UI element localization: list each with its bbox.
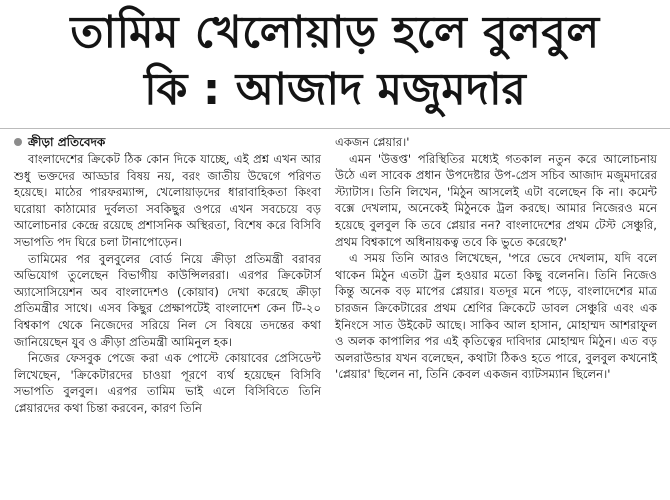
bullet-icon: [14, 138, 22, 146]
article-paragraph: বাংলাদেশের ক্রিকেট ঠিক কোন দিকে যাচ্ছে, এই প্রশ্ন এখন আর শুধু ভক্তদের আড্ডার বিষয় নয়, বরং জাতীয় উদ্বেগে পরিণত হয়েছে। মাঠের পারফরম্যান্স, খেলোয়াড়দের ধারাবাহিকতা কিংবা ঘরোয়া কাঠামোর দুর্বলতা সবকিছুর ওপরে এখন সবচেয়ে বড় আলোচনার কেন্দ্রে রয়েছে প্রশাসনিক অস্থিরতা, বিশেষ করে বিসিবি সভাপতি পদ ঘিরে চলা টানাপোড়েন।: [14, 152, 321, 249]
headline-divider: [0, 128, 670, 129]
headline-line-1: তামিম খেলোয়াড় হলে বুলবুল: [70, 7, 600, 58]
article-paragraph: এ সময় তিনি আরও লিখেছেন, 'পরে ভেবে দেখলাম, যদি বলে থাকেন মিঠুন এতটা ট্রল হওয়ার মতো কিছু বলেননি। তিনি নিজেও কিন্তু অনেক বড় মাপের প্লেয়ার। যতদূর মনে পড়ে, বাংলাদেশের মাত্র চারজন ক্রিকেটারের প্রথম শ্রেণির ক্রিকেটে ডাবল সেঞ্চুরি এবং এক ইনিংসে সাত উইকেট আছে। সাকিব আল হাসান, মোহাম্মদ আশরাফুল ও অলক কাপালির পর এই কৃতিত্বের দাবিদার মোহাম্মদ মিঠুন। এত বড় অলরাউন্ডার যখন বলেছেন, কথাটা ঠিকও হতে পারে, বুলবুল কখনোই 'প্লেয়ার' ছিলেন না, তিনি কেবল একজন ব্যাটসম্যান ছিলেন।': [335, 251, 657, 382]
headline: [0, 4, 670, 118]
article-paragraph: একজন প্লেয়ার।': [335, 135, 410, 149]
article-paragraph: তামিমের পর বুলবুলের বোর্ড নিয়ে ক্রীড়া প্রতিমন্ত্রী বরাবর অভিযোগ তুলেছেন বিভাগীয় কাউন্সিলররা। এরপর ক্রিকেটার্স অ্যাসোসিয়েশন অব বাংলাদেশও (কোয়াব) দেখা করেছে ক্রীড়া প্রতিমন্ত্রীর সাথে। এসব কিছুর প্রেক্ষাপটেই বাংলাদেশ কেন টি-২০ বিশ্বকাপ থেকে নিজেদের সরিয়ে নিল সে বিষয়ে তদন্তের কথা জানিয়েছেন যুব ও ক্রীড়া প্রতিমন্ত্রী আমিনুল হক।: [14, 251, 321, 349]
article-paragraph: এমন 'উত্তপ্ত' পরিস্থিতির মধ্যেই গতকাল নতুন করে আলোচনায় উঠে এল সাবেক প্রধান উপদেষ্টার উপ-প্রেস সচিব আজাদ মজুমদারের স্ট্যাটাস। তিনি লিখেন, 'মিঠুন আসলেই এটা বলেছেন কি না। কমেন্ট বক্সে দেখলাম, অনেকেই মিঠুনকে ট্রল করছে। আমার নিজেরও মনে হয়েছে বুলবুল কি তবে প্লেয়ার নন? বাংলাদেশের প্রথম টেস্ট সেঞ্চুরি, প্রথম বিশ্বকাপে অধিনায়কত্ব তবে কি ভুতে করেছে?': [335, 151, 657, 249]
byline: [14, 134, 321, 150]
article-paragraph: নিজের ফেসবুক পেজে করা এক পোস্টে কোয়াবের প্রেসিডেন্ট লিখেছেন, 'ক্রিকেটারদের চাওয়া পূরণে ব্যর্থ হয়েছেন বিসিবি সভাপতি বুলবুল। এরপর তামিম ভাই এলে বিসিবিতে তিনি প্লেয়ারদের কথা চিন্তা করবেন, কারণ তিনি: [14, 351, 321, 415]
byline-text: ক্রীড়া প্রতিবেদক: [28, 135, 106, 149]
article-column-left: [14, 134, 321, 417]
headline-line-2: কি : আজাদ মজুমদার: [144, 64, 526, 115]
article-column-right: [335, 134, 657, 383]
